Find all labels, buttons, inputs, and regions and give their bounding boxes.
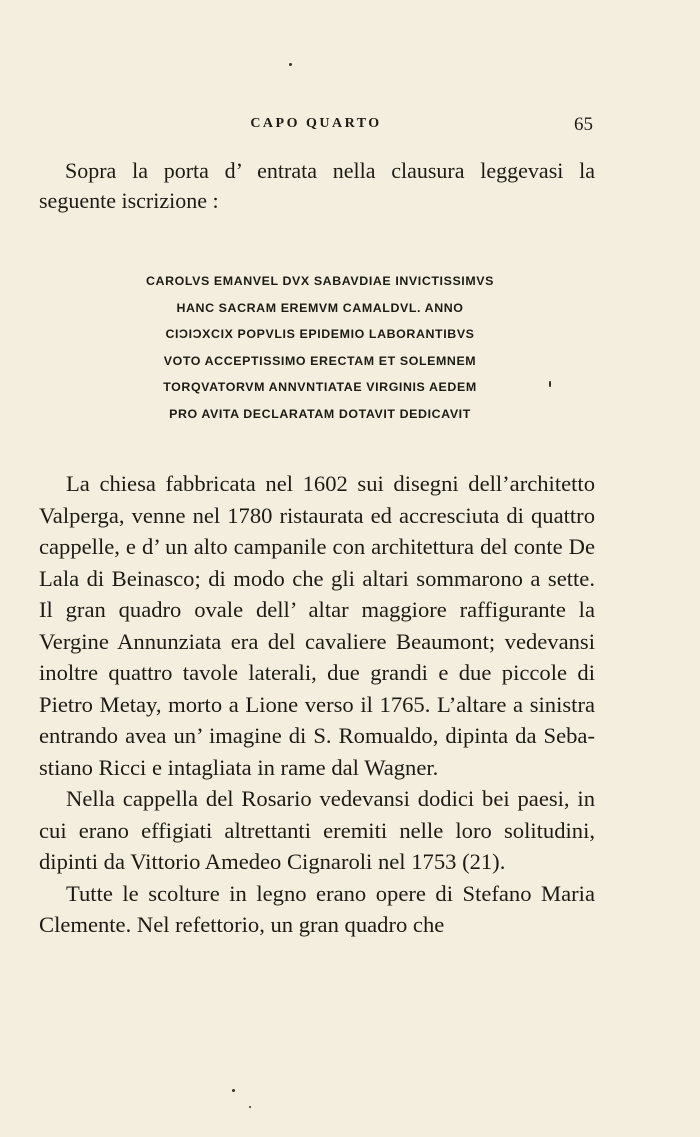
inscription-line: HANC SACRAM EREMVM CAMALDVL. ANNO — [176, 300, 464, 315]
ink-speck — [249, 1106, 251, 1108]
running-head — [0, 116, 700, 140]
running-title: CAPO QUARTO — [250, 116, 382, 131]
intro-paragraph — [39, 156, 595, 216]
body-text — [39, 468, 595, 941]
inscription-line: CIƆIƆXCIX POPVLIS EPIDEMIO LABORANTIBVS — [165, 327, 475, 341]
inscription-line: PRO AVITA DECLARATAM DOTAVIT DEDICAVIT — [169, 406, 471, 421]
intro-text: Sopra la porta d’ entrata nella clausura leggevasi la seguente iscrizione : — [39, 158, 595, 213]
ink-speck — [549, 381, 551, 387]
body-paragraph: Nella cappella del Rosario vedevansi dodici bei paesi, in cui erano effigiati altrettanti eremiti nelle loro solitudini, dipinti da Vittorio Amedeo Cignaroli nel 1753 (21). — [39, 786, 595, 874]
body-paragraph: Tutte le scolture in legno erano opere di Stefano Maria Clemente. Nel refettorio, un gran quadro che — [39, 880, 595, 937]
body-paragraph: La chiesa fabbricata nel 1602 sui disegni dell’architetto Valperga, venne nel 1780 ristaurata ed accresciuta di quattro cappelle, e d’ un alto campanile con architettura del conte De Lala di Beinasco; di modo che gli altari sommarono a sette. Il gran quadro ovale dell’ altar maggiore raffigurante la Vergine Annunziata era del cavaliere Beaumont; vedevansi inoltre quattro tavole laterali, due grandi e due piccole di Pietro Metay, morto a Lione verso il 1765. L’altare a sinistra entrando avea un’ imagine di S. Romualdo, dipinta da Sebastiano Ricci e intagliata in rame dal Wagner. — [39, 471, 595, 780]
ink-speck — [289, 63, 292, 66]
inscription-line: TORQVATORVM ANNVNTIATAE VIRGINIS AEDEM — [163, 380, 477, 394]
ink-speck — [232, 1089, 235, 1092]
inscription-line: CAROLVS EMANVEL DVX SABAVDIAE INVICTISSIMVS — [146, 274, 494, 288]
latin-inscription — [100, 268, 540, 427]
page-number: 65 — [574, 114, 593, 135]
inscription-line: VOTO ACCEPTISSIMO ERECTAM ET SOLEMNEM — [163, 353, 477, 368]
